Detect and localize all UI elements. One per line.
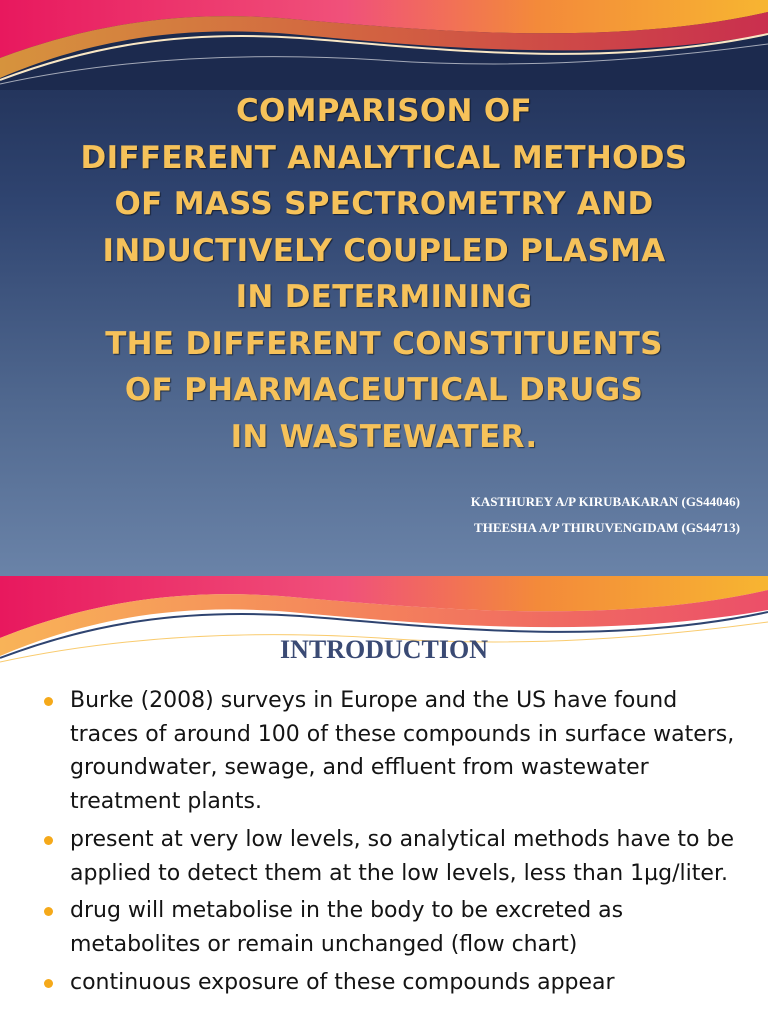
author-list (471, 489, 740, 541)
introduction-slide (0, 576, 768, 1024)
bullet-text: continuous exposure of these compounds appear (70, 969, 615, 995)
title-line: IN WASTEWATER. (230, 418, 538, 455)
bullet-text: drug will metabolise in the body to be excreted as metabolites or remain unchanged (flow chart) (70, 898, 624, 957)
list-item (44, 966, 744, 1000)
bullet-text: Burke (2008) surveys in Europe and the US have found traces of around 100 of these compounds in surface waters, groundwater, sewage, and effluent from wastewater treatment plants. (70, 688, 735, 815)
title-line: IN DETERMINING (235, 279, 533, 315)
title-line: INDUCTIVELY COUPLED PLASMA (102, 232, 666, 269)
author-name: THEESHA A/P THIRUVENGIDAM (GS44713) (474, 520, 740, 535)
list-item (44, 684, 744, 819)
title-line: DIFFERENT ANALYTICAL METHODS (80, 139, 688, 176)
bullet-dot-icon (44, 907, 53, 916)
title-line: OF PHARMACEUTICAL DRUGS (124, 372, 644, 408)
list-item (44, 894, 744, 961)
slide-heading: INTRODUCTION (279, 635, 489, 664)
bullet-dot-icon (44, 697, 53, 706)
bullet-dot-icon (44, 836, 53, 845)
bullet-list (44, 684, 744, 1003)
author-name: KASTHUREY A/P KIRUBAKARAN (GS44046) (470, 494, 740, 509)
bullet-dot-icon (44, 979, 53, 988)
list-item (44, 823, 744, 890)
title-line: THE DIFFERENT CONSTITUENTS (105, 325, 663, 362)
slide-title (0, 88, 768, 460)
title-line: OF MASS SPECTROMETRY AND (114, 186, 654, 222)
decorative-wave-banner (0, 0, 768, 90)
bullet-text: present at very low levels, so analytical methods have to be applied to detect them at the low levels, less than 1µg/liter. (70, 826, 734, 886)
title-line: COMPARISON OF (235, 93, 533, 129)
